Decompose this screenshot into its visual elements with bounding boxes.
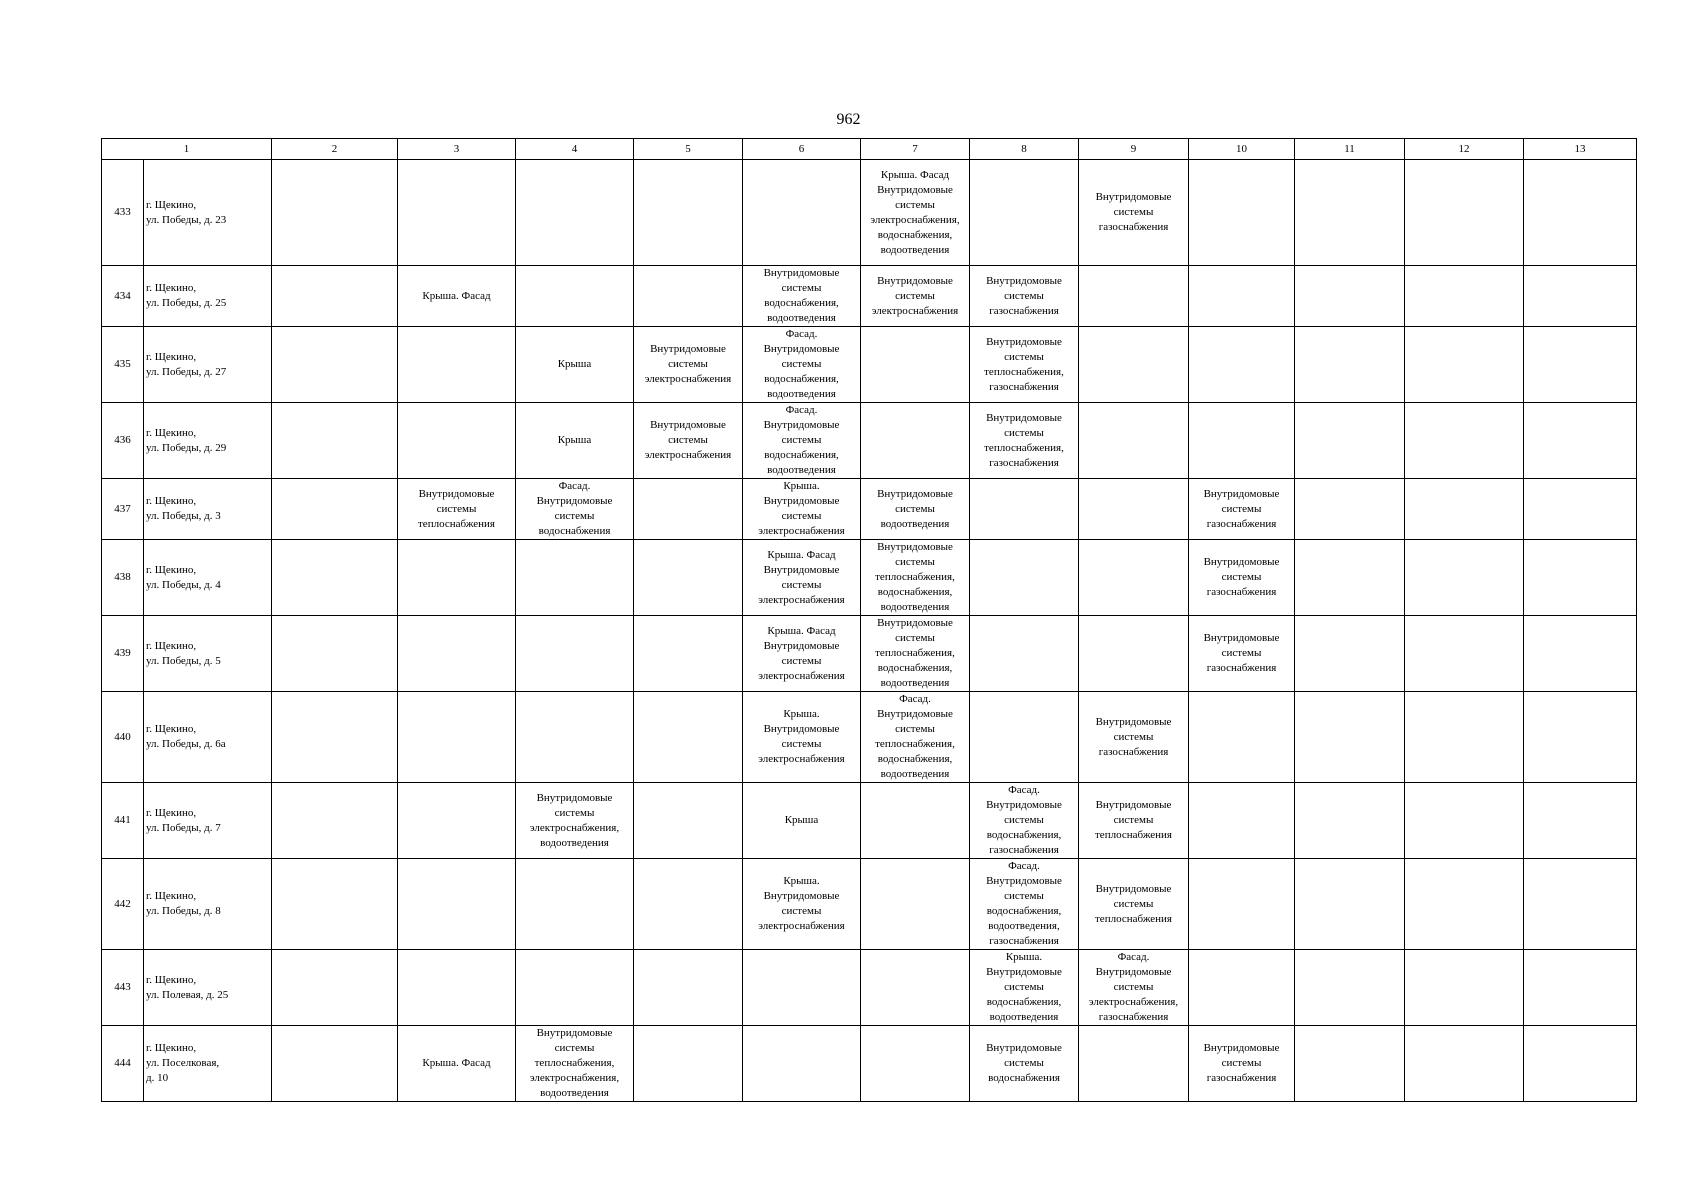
table-row xyxy=(102,540,1637,616)
table-cell-col-12 xyxy=(1405,479,1524,540)
table-cell-col-8 xyxy=(970,160,1079,266)
table-cell-col-12 xyxy=(1405,266,1524,327)
table-cell-col-4: Внутридомовые системы теплоснабжения, электроснабжения, водоотведения xyxy=(516,1026,634,1102)
table-cell-col-3 xyxy=(398,540,516,616)
table-cell-col-12 xyxy=(1405,1026,1524,1102)
table-cell-col-11 xyxy=(1295,692,1405,783)
table-cell-col-5: Внутридомовые системы электроснабжения xyxy=(634,327,743,403)
table-cell-col-12 xyxy=(1405,403,1524,479)
table-cell-col-2 xyxy=(272,327,398,403)
table-row xyxy=(102,479,1637,540)
table-cell-col-5 xyxy=(634,950,743,1026)
table-cell-col-8: Внутридомовые системы теплоснабжения, газоснабжения xyxy=(970,327,1079,403)
table-cell-col-5 xyxy=(634,783,743,859)
address-cell: г. Щекино, ул. Победы, д. 27 xyxy=(144,327,272,403)
row-number: 438 xyxy=(102,540,144,616)
address-cell: г. Щекино, ул. Победы, д. 8 xyxy=(144,859,272,950)
column-header-9: 9 xyxy=(1079,139,1189,160)
column-header-1: 1 xyxy=(102,139,272,160)
row-number: 435 xyxy=(102,327,144,403)
column-header-4: 4 xyxy=(516,139,634,160)
table-cell-col-9 xyxy=(1079,327,1189,403)
row-number: 437 xyxy=(102,479,144,540)
table-row xyxy=(102,616,1637,692)
address-cell: г. Щекино, ул. Победы, д. 23 xyxy=(144,160,272,266)
table-cell-col-10 xyxy=(1189,692,1295,783)
table-cell-col-7 xyxy=(861,950,970,1026)
table-cell-col-2 xyxy=(272,859,398,950)
table-cell-col-11 xyxy=(1295,783,1405,859)
table-cell-col-3 xyxy=(398,403,516,479)
table-cell-col-8: Внутридомовые системы теплоснабжения, газоснабжения xyxy=(970,403,1079,479)
table-cell-col-4 xyxy=(516,160,634,266)
table-cell-col-3 xyxy=(398,616,516,692)
table-cell-col-10 xyxy=(1189,403,1295,479)
table-cell-col-6: Крыша xyxy=(743,783,861,859)
table-cell-col-9 xyxy=(1079,403,1189,479)
address-cell: г. Щекино, ул. Победы, д. 6а xyxy=(144,692,272,783)
table-cell-col-12 xyxy=(1405,859,1524,950)
table-cell-col-12 xyxy=(1405,327,1524,403)
table-cell-col-11 xyxy=(1295,266,1405,327)
table-cell-col-2 xyxy=(272,540,398,616)
table-cell-col-8: Фасад. Внутридомовые системы водоснабжения, газоснабжения xyxy=(970,783,1079,859)
table-cell-col-10: Внутридомовые системы газоснабжения xyxy=(1189,479,1295,540)
table-cell-col-11 xyxy=(1295,403,1405,479)
table-row xyxy=(102,950,1637,1026)
table-cell-col-6 xyxy=(743,1026,861,1102)
table-cell-col-11 xyxy=(1295,616,1405,692)
column-header-10: 10 xyxy=(1189,139,1295,160)
table-cell-col-3 xyxy=(398,327,516,403)
table-cell-col-9: Фасад. Внутридомовые системы электроснабжения, газоснабжения xyxy=(1079,950,1189,1026)
table-row xyxy=(102,783,1637,859)
table-cell-col-10 xyxy=(1189,783,1295,859)
table-cell-col-7: Внутридомовые системы электроснабжения xyxy=(861,266,970,327)
page-number: 962 xyxy=(836,111,861,128)
row-number: 441 xyxy=(102,783,144,859)
address-cell: г. Щекино, ул. Победы, д. 3 xyxy=(144,479,272,540)
table-cell-col-7: Внутридомовые системы водоотведения xyxy=(861,479,970,540)
table-cell-col-13 xyxy=(1524,327,1637,403)
table-cell-col-6: Крыша. Внутридомовые системы электроснабжения xyxy=(743,692,861,783)
table-cell-col-12 xyxy=(1405,160,1524,266)
table-row xyxy=(102,160,1637,266)
table-cell-col-9: Внутридомовые системы газоснабжения xyxy=(1079,160,1189,266)
table-cell-col-11 xyxy=(1295,479,1405,540)
table-cell-col-7 xyxy=(861,327,970,403)
table-cell-col-2 xyxy=(272,403,398,479)
address-cell: г. Щекино, ул. Победы, д. 4 xyxy=(144,540,272,616)
table-cell-col-12 xyxy=(1405,783,1524,859)
row-number: 440 xyxy=(102,692,144,783)
table-cell-col-2 xyxy=(272,266,398,327)
table-cell-col-13 xyxy=(1524,540,1637,616)
table-cell-col-6: Крыша. Фасад Внутридомовые системы электроснабжения xyxy=(743,540,861,616)
table-cell-col-2 xyxy=(272,160,398,266)
table-cell-col-10 xyxy=(1189,160,1295,266)
table-cell-col-4 xyxy=(516,616,634,692)
table-cell-col-7 xyxy=(861,1026,970,1102)
table-cell-col-6: Крыша. Фасад Внутридомовые системы электроснабжения xyxy=(743,616,861,692)
table-cell-col-10 xyxy=(1189,950,1295,1026)
table-cell-col-9: Внутридомовые системы теплоснабжения xyxy=(1079,783,1189,859)
table-cell-col-9 xyxy=(1079,1026,1189,1102)
table-cell-col-6: Внутридомовые системы водоснабжения, водоотведения xyxy=(743,266,861,327)
table-cell-col-7: Внутридомовые системы теплоснабжения, водоснабжения, водоотведения xyxy=(861,540,970,616)
table-cell-col-2 xyxy=(272,1026,398,1102)
table-cell-col-3: Внутридомовые системы теплоснабжения xyxy=(398,479,516,540)
table-cell-col-3 xyxy=(398,160,516,266)
column-header-13: 13 xyxy=(1524,139,1637,160)
table-cell-col-8: Фасад. Внутридомовые системы водоснабжения, водоотведения, газоснабжения xyxy=(970,859,1079,950)
column-header-11: 11 xyxy=(1295,139,1405,160)
address-cell: г. Щекино, ул. Победы, д. 29 xyxy=(144,403,272,479)
address-cell: г. Щекино, ул. Победы, д. 25 xyxy=(144,266,272,327)
table-cell-col-11 xyxy=(1295,160,1405,266)
table-cell-col-5 xyxy=(634,859,743,950)
table-cell-col-2 xyxy=(272,950,398,1026)
table-cell-col-13 xyxy=(1524,692,1637,783)
table-cell-col-4: Внутридомовые системы электроснабжения, водоотведения xyxy=(516,783,634,859)
table-cell-col-13 xyxy=(1524,783,1637,859)
table-cell-col-6: Крыша. Внутридомовые системы электроснабжения xyxy=(743,859,861,950)
table-cell-col-13 xyxy=(1524,859,1637,950)
table-cell-col-5 xyxy=(634,692,743,783)
table-cell-col-4 xyxy=(516,692,634,783)
table-cell-col-8 xyxy=(970,540,1079,616)
table-cell-col-9 xyxy=(1079,266,1189,327)
table-cell-col-3: Крыша. Фасад xyxy=(398,266,516,327)
column-header-5: 5 xyxy=(634,139,743,160)
table-cell-col-6: Фасад. Внутридомовые системы водоснабжения, водоотведения xyxy=(743,403,861,479)
column-header-3: 3 xyxy=(398,139,516,160)
row-number: 444 xyxy=(102,1026,144,1102)
address-cell: г. Щекино, ул. Победы, д. 5 xyxy=(144,616,272,692)
table-cell-col-2 xyxy=(272,692,398,783)
work-schedule-table xyxy=(101,138,1637,1102)
table-cell-col-8 xyxy=(970,692,1079,783)
table-row xyxy=(102,327,1637,403)
table-cell-col-5 xyxy=(634,266,743,327)
table-cell-col-5 xyxy=(634,160,743,266)
table-cell-col-13 xyxy=(1524,479,1637,540)
table-cell-col-11 xyxy=(1295,859,1405,950)
table-cell-col-6 xyxy=(743,950,861,1026)
table-cell-col-13 xyxy=(1524,616,1637,692)
column-header-7: 7 xyxy=(861,139,970,160)
table-cell-col-8 xyxy=(970,616,1079,692)
table-cell-col-12 xyxy=(1405,692,1524,783)
table-cell-col-13 xyxy=(1524,160,1637,266)
table-cell-col-6: Крыша. Внутридомовые системы электроснабжения xyxy=(743,479,861,540)
table-row xyxy=(102,1026,1637,1102)
table-cell-col-4 xyxy=(516,266,634,327)
table-cell-col-7 xyxy=(861,859,970,950)
table-cell-col-12 xyxy=(1405,540,1524,616)
table-cell-col-2 xyxy=(272,616,398,692)
table-cell-col-11 xyxy=(1295,540,1405,616)
table-cell-col-8: Внутридомовые системы газоснабжения xyxy=(970,266,1079,327)
row-number: 433 xyxy=(102,160,144,266)
table-cell-col-9: Внутридомовые системы газоснабжения xyxy=(1079,692,1189,783)
table-cell-col-13 xyxy=(1524,403,1637,479)
table-cell-col-10 xyxy=(1189,859,1295,950)
table-cell-col-6 xyxy=(743,160,861,266)
table-cell-col-7 xyxy=(861,783,970,859)
table-cell-col-4: Крыша xyxy=(516,327,634,403)
column-header-8: 8 xyxy=(970,139,1079,160)
table-cell-col-9 xyxy=(1079,479,1189,540)
header-row xyxy=(102,139,1637,160)
table-cell-col-5 xyxy=(634,616,743,692)
row-number: 439 xyxy=(102,616,144,692)
table-cell-col-5 xyxy=(634,479,743,540)
table-row xyxy=(102,692,1637,783)
table-cell-col-11 xyxy=(1295,1026,1405,1102)
table-cell-col-3 xyxy=(398,783,516,859)
table-cell-col-4 xyxy=(516,859,634,950)
table-cell-col-10: Внутридомовые системы газоснабжения xyxy=(1189,540,1295,616)
table-cell-col-3: Крыша. Фасад xyxy=(398,1026,516,1102)
table-cell-col-13 xyxy=(1524,266,1637,327)
table-cell-col-5: Внутридомовые системы электроснабжения xyxy=(634,403,743,479)
table-cell-col-8: Внутридомовые системы водоснабжения xyxy=(970,1026,1079,1102)
row-number: 443 xyxy=(102,950,144,1026)
table-cell-col-7 xyxy=(861,403,970,479)
table-cell-col-7: Фасад. Внутридомовые системы теплоснабжения, водоснабжения, водоотведения xyxy=(861,692,970,783)
row-number: 436 xyxy=(102,403,144,479)
table-cell-col-5 xyxy=(634,540,743,616)
table-cell-col-10 xyxy=(1189,327,1295,403)
row-number: 442 xyxy=(102,859,144,950)
table-cell-col-3 xyxy=(398,859,516,950)
table-cell-col-7: Внутридомовые системы теплоснабжения, водоснабжения, водоотведения xyxy=(861,616,970,692)
address-cell: г. Щекино, ул. Победы, д. 7 xyxy=(144,783,272,859)
table-cell-col-13 xyxy=(1524,1026,1637,1102)
table-cell-col-3 xyxy=(398,692,516,783)
table-cell-col-9: Внутридомовые системы теплоснабжения xyxy=(1079,859,1189,950)
table-cell-col-13 xyxy=(1524,950,1637,1026)
address-cell: г. Щекино, ул. Поселковая, д. 10 xyxy=(144,1026,272,1102)
table-cell-col-10: Внутридомовые системы газоснабжения xyxy=(1189,616,1295,692)
table-cell-col-9 xyxy=(1079,616,1189,692)
table-cell-col-6: Фасад. Внутридомовые системы водоснабжения, водоотведения xyxy=(743,327,861,403)
table-cell-col-5 xyxy=(634,1026,743,1102)
address-cell: г. Щекино, ул. Полевая, д. 25 xyxy=(144,950,272,1026)
table-cell-col-7: Крыша. Фасад Внутридомовые системы электроснабжения, водоснабжения, водоотведения xyxy=(861,160,970,266)
table-cell-col-8: Крыша. Внутридомовые системы водоснабжения, водоотведения xyxy=(970,950,1079,1026)
table-cell-col-11 xyxy=(1295,950,1405,1026)
table-cell-col-2 xyxy=(272,479,398,540)
column-header-6: 6 xyxy=(743,139,861,160)
table-cell-col-4: Фасад. Внутридомовые системы водоснабжения xyxy=(516,479,634,540)
table-cell-col-9 xyxy=(1079,540,1189,616)
table-cell-col-4 xyxy=(516,950,634,1026)
table-cell-col-3 xyxy=(398,950,516,1026)
table-cell-col-11 xyxy=(1295,327,1405,403)
table-cell-col-10 xyxy=(1189,266,1295,327)
table-cell-col-10: Внутридомовые системы газоснабжения xyxy=(1189,1026,1295,1102)
table-row xyxy=(102,403,1637,479)
column-header-2: 2 xyxy=(272,139,398,160)
table-cell-col-4: Крыша xyxy=(516,403,634,479)
column-header-12: 12 xyxy=(1405,139,1524,160)
table-cell-col-12 xyxy=(1405,616,1524,692)
table-cell-col-12 xyxy=(1405,950,1524,1026)
table-row xyxy=(102,859,1637,950)
table-cell-col-8 xyxy=(970,479,1079,540)
table-row xyxy=(102,266,1637,327)
row-number: 434 xyxy=(102,266,144,327)
table-cell-col-2 xyxy=(272,783,398,859)
table-cell-col-4 xyxy=(516,540,634,616)
